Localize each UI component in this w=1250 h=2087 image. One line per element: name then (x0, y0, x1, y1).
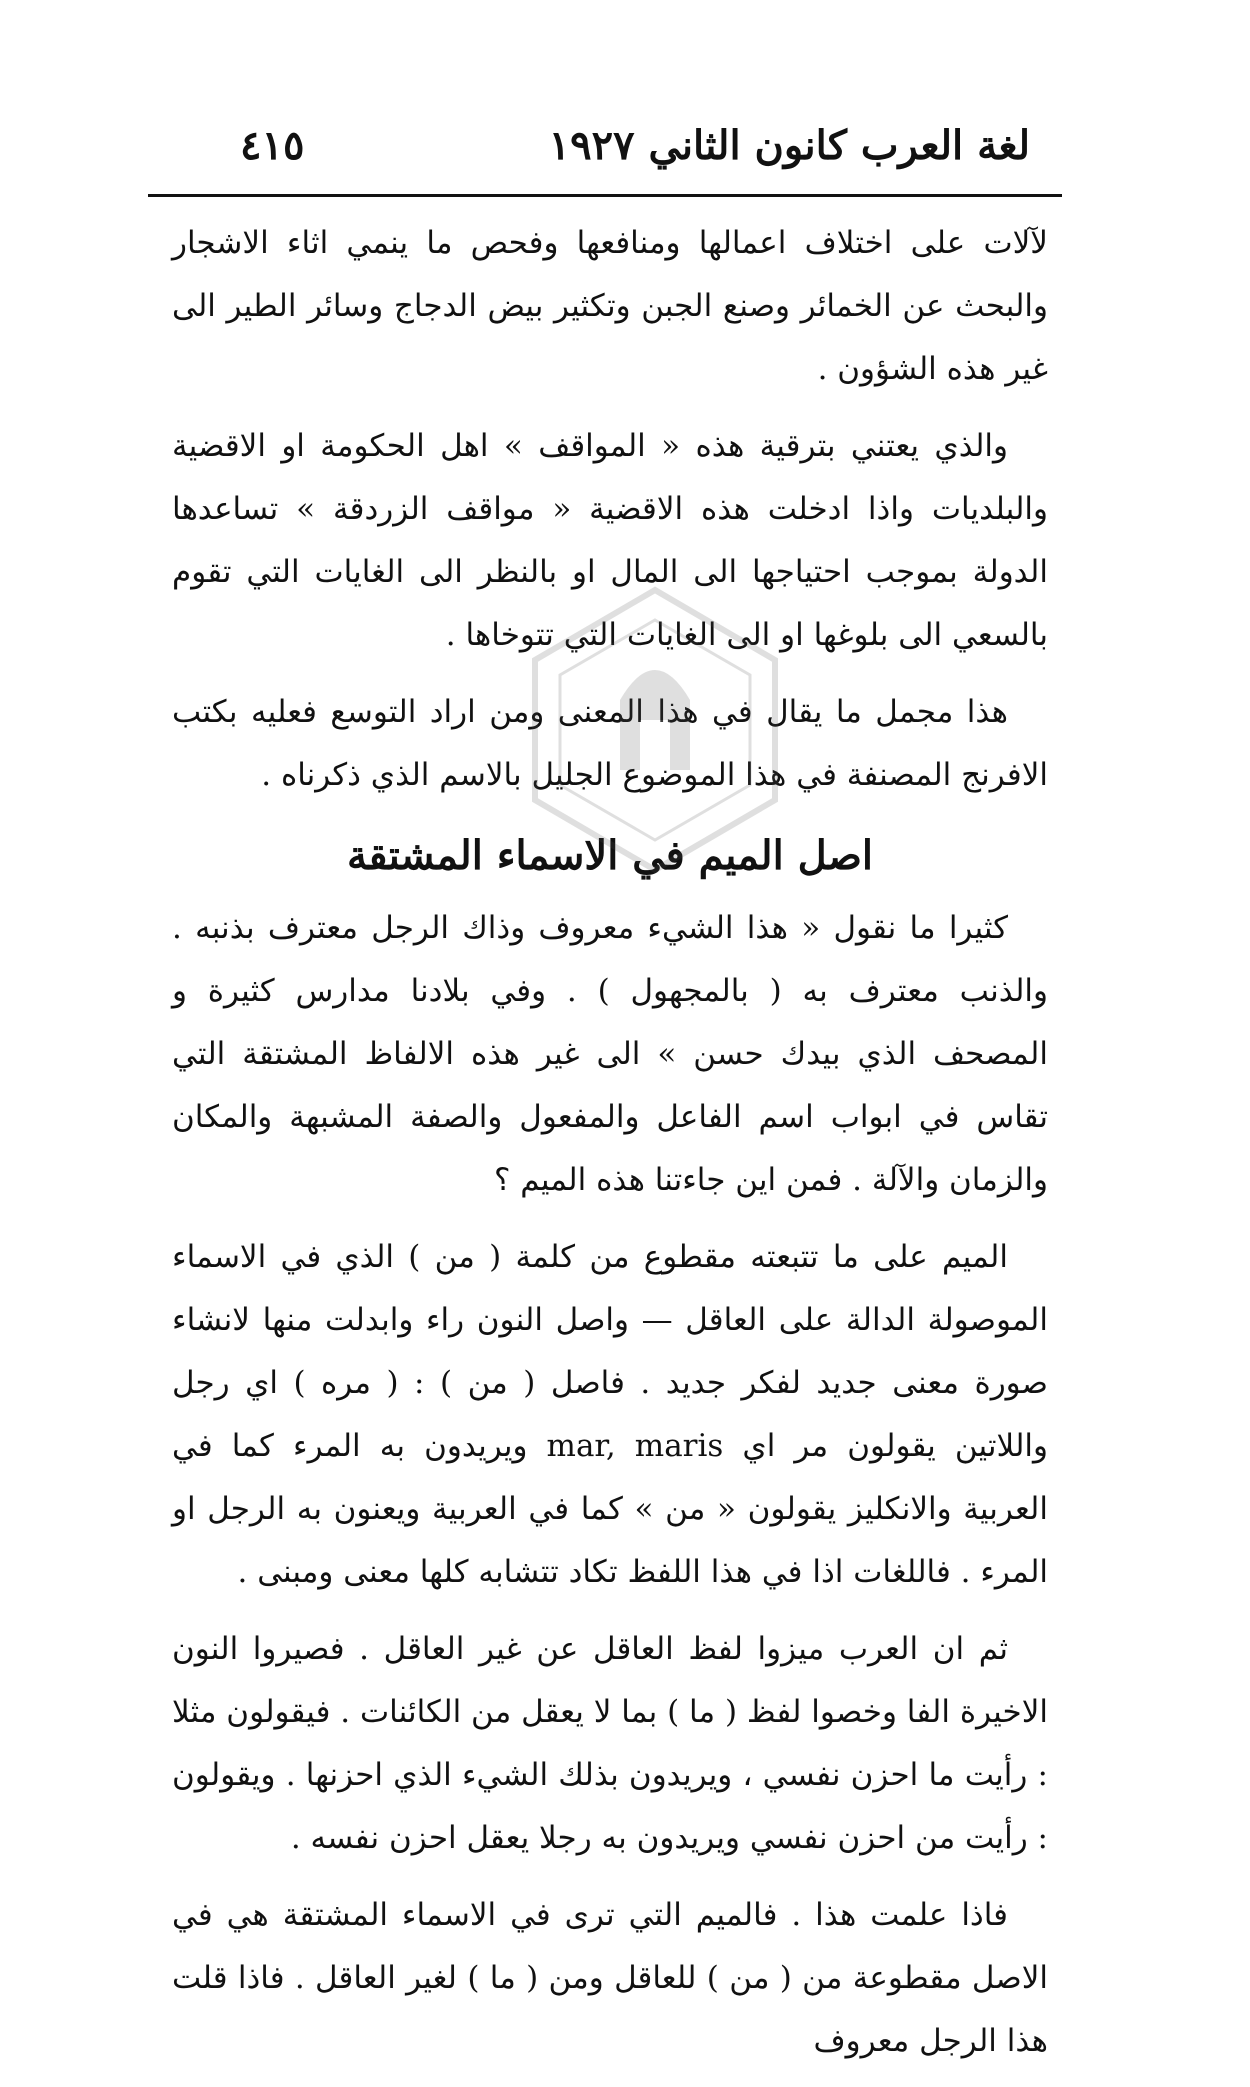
paragraph: لآلات على اختلاف اعمالها ومنافعها وفحص ما ينمي اثاء الاشجار والبحث عن الخمائر وصنع الجبن وتكثير بيض الدجاج وسائر الطير الى غير هذه الشؤون . (172, 225, 1048, 387)
paragraph: والذي يعتني بترقية هذه « المواقف » اهل الحكومة او الاقضية والبلديات واذا ادخلت هذه الاقضية « مواقف الزردقة » تساعدها الدولة بموجب احتياجها الى المال او بالنظر الى الغايات التي تقوم بالسعي الى بلوغها او الى الغايات التي تتوخاها . (172, 428, 1048, 653)
section-heading: اصل الميم في الاسماء المشتقة (346, 832, 874, 879)
paragraph: كثيرا ما نقول « هذا الشيء معروف وذاك الرجل معترف بذنبه . والذنب معترف به ( بالمجهول ) . وفي بلادنا مدارس كثيرة و المصحف الذي بيدك حسن » الى غير هذه الالفاظ المشتقة التي تقاس في ابواب اسم الفاعل والمفعول والصفة المشبهة والمكان والزمان والآلة . فمن اين جاءتنا هذه الميم ؟ (172, 910, 1048, 1198)
journal-title: لغة العرب كانون الثاني ١٩٢٧ (548, 122, 1030, 169)
header-rule (148, 194, 1062, 197)
paragraph: هذا مجمل ما يقال في هذا المعنى ومن اراد التوسع فعليه بكتب الافرنج المصنفة في هذا الموضوع الجليل بالاسم الذي ذكرناه . (172, 694, 1048, 793)
paragraph: فاذا علمت هذا . فالميم التي ترى في الاسماء المشتقة هي في الاصل مقطوعة من ( من ) للعاقل ومن ( ما ) لغير العاقل . فاذا قلت هذا الرجل معروف (172, 1897, 1048, 2059)
page-number: ٤١٥ (240, 122, 305, 169)
article-body (172, 212, 1048, 2087)
paragraph: الميم على ما تتبعته مقطوع من كلمة ( من ) الذي في الاسماء الموصولة الدالة على العاقل — واصل النون راء وابدلت منها لانشاء صورة معنى جديد لفكر جديد . فاصل ( من ) : ( مره ) اي رجل واللاتين يقولون مر اي mar, maris ويريدون به المرء كما في العربية والانكليز يقولون « من » كما في العربية ويعنون به الرجل او المرء . فاللغات اذا في هذا اللفظ تكاد تتشابه كلها معنى ومبنى . (172, 1239, 1048, 1590)
paragraph: ثم ان العرب ميزوا لفظ العاقل عن غير العاقل . فصيروا النون الاخيرة الفا وخصوا لفظ ( ما ) بما لا يعقل من الكائنات . فيقولون مثلا : رأيت ما احزن نفسي ، ويريدون بذلك الشيء الذي احزنها . ويقولون : رأيت من احزن نفسي ويريدون به رجلا يعقل احزن نفسه . (172, 1631, 1048, 1856)
running-header (150, 118, 1050, 178)
